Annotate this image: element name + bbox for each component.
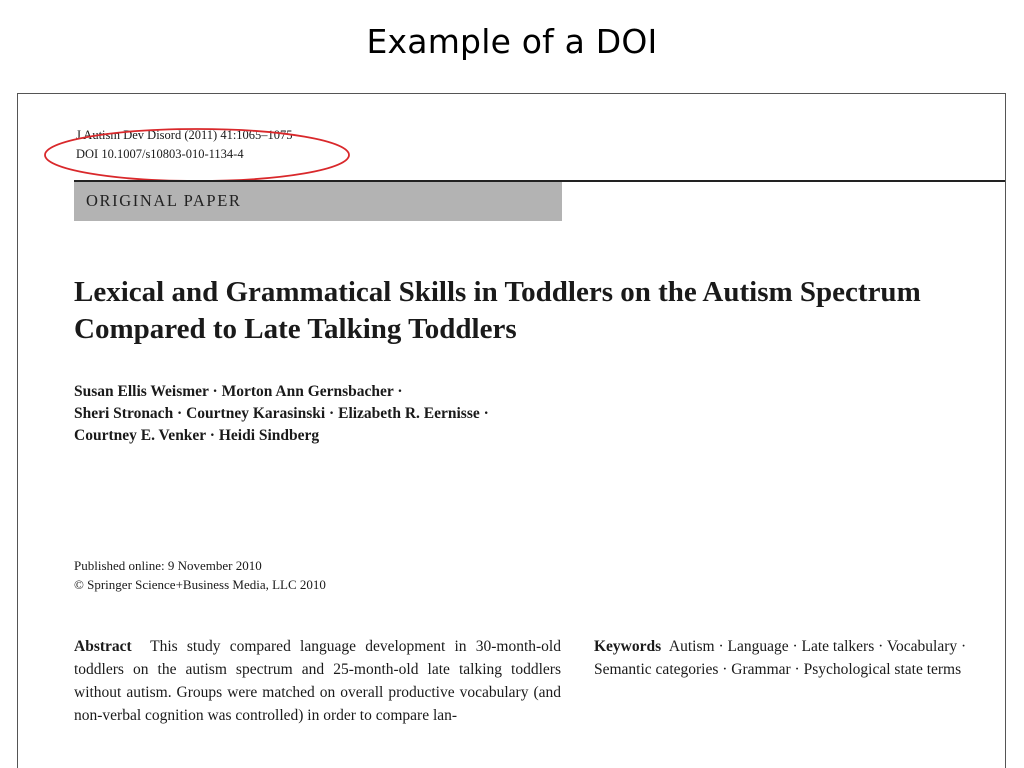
abstract <box>74 635 561 727</box>
author-list <box>74 381 774 447</box>
author-line: Susan Ellis Weismer · Morton Ann Gernsbacher · <box>74 383 403 400</box>
journal-citation: J Autism Dev Disord (2011) 41:1065–1075 <box>76 128 293 142</box>
abstract-label: Abstract <box>74 638 132 655</box>
author-line: Courtney E. Venker · Heidi Sindberg <box>74 427 320 444</box>
published-online: Published online: 9 November 2010 <box>74 558 262 573</box>
keywords <box>594 635 994 681</box>
doi-text: DOI 10.1007/s10803-010-1134-4 <box>76 147 244 161</box>
doi-highlight-ellipse <box>42 126 352 184</box>
author-line: Sheri Stronach · Courtney Karasinski · Elizabeth R. Eernisse · <box>74 405 489 422</box>
publication-info <box>74 556 326 594</box>
slide-title: Example of a DOI <box>366 22 658 61</box>
keywords-text: Autism · Language · Late talkers · Vocabulary · Semantic categories · Grammar · Psychological state terms <box>594 638 967 678</box>
section-banner <box>74 182 562 221</box>
abstract-text: This study compared language development in 30-month-old toddlers on the autism spectrum and 25-month-old late talking toddlers without autism. Groups were matched on overall productive vocabulary (and non-verbal cognition was controlled) in order to compare lan- <box>74 638 561 724</box>
paper-screenshot <box>17 93 1006 768</box>
section-label: ORIGINAL PAPER <box>86 191 242 210</box>
paper-title: Lexical and Grammatical Skills in Toddlers on the Autism Spectrum Compared to Late Talking Toddlers <box>74 276 921 345</box>
copyright-notice: © Springer Science+Business Media, LLC 2010 <box>74 577 326 592</box>
keywords-label: Keywords <box>594 638 662 655</box>
